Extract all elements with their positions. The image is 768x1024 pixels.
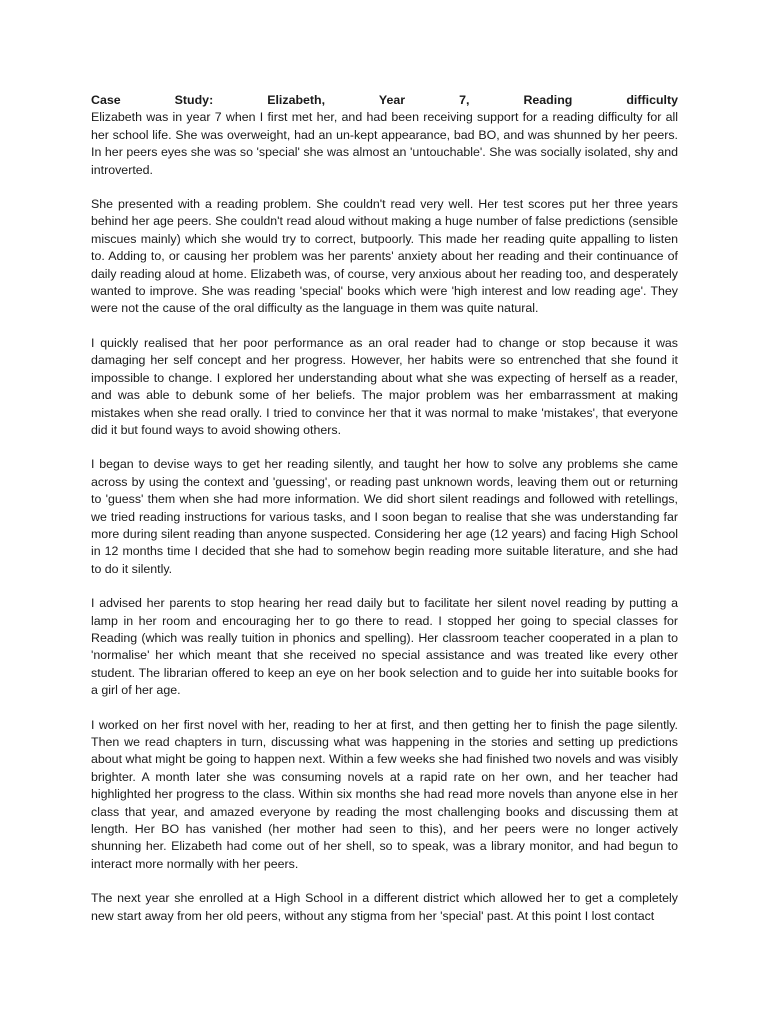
paragraph-5: I advised her parents to stop hearing her read daily but to facilitate her silent novel reading by putting a lamp in her room and encouraging her to go there to read. I stopped her going to special classes for Reading (which was really tuition in phonics and spelling). Her classroom teacher cooperated in a plan to 'normalise' her which meant that she received no special assistance and was treated like every other student. The librarian offered to keep an eye on her book selection and to guide her into suitable books for a girl of her age. [91,596,678,698]
paragraph-7: The next year she enrolled at a High School in a different district which allowed her to get a completely new start away from her old peers, without any stigma from her 'special' past. At this point I lost contact [91,891,678,923]
paragraph-6: I worked on her first novel with her, reading to her at first, and then getting her to finish the page silently. Then we read chapters in turn, discussing what was happening in the stories and setting up predictions about what might be going to happen next. Within a few weeks she had finished two novels and was visibly brighter. A month later she was consuming novels at a rapid rate on her own, and her teacher had highlighted her progress to the class. Within six months she had read more novels than anyone else in her class that year, and amazed everyone by reading the most challenging books and discussing them at length. Her BO has vanished (her mother had seen to this), and her peers were no longer actively shunning her. Elizabeth had come out of her shell, so to speak, was a library monitor, and had begun to interact more normally with her peers. [91,717,678,871]
document-title: Case Study: Elizabeth, Year 7, Reading difficulty [91,93,678,107]
paragraph-3: I quickly realised that her poor performance as an oral reader had to change or stop because it was damaging her self concept and her progress. However, her habits were so entrenched that she found it impossible to change. I explored her understanding about what she was expecting of herself as a reader, and was able to debunk some of her beliefs. The major problem was her embarrassment at making mistakes when she read orally. I tried to convince her that it was normal to make 'mistakes', that everyone did it but found ways to avoid showing others. [91,335,678,437]
paragraph-2: She presented with a reading problem. She couldn't read very well. Her test scores put her three years behind her age peers. She couldn't read aloud without making a huge number of false predictions (sensible miscues mainly) which she would try to correct, butpoorly. This made her reading quite appalling to listen to. Adding to, or causing her problem was her parents' anxiety about her reading and their continuance of daily reading aloud at home. Elizabeth was, of course, very anxious about her reading too, and desperately wanted to improve. She was reading 'special' books which were 'high interest and low reading age'. They were not the cause of the oral difficulty as the language in them was quite natural. [91,197,678,316]
document-page [91,92,678,942]
paragraph-1: Elizabeth was in year 7 when I first met her, and had been receiving support for a reading difficulty for all her school life. She was overweight, had an un-kept appearance, bad BO, and was shunned by her peers. In her peers eyes she was so 'special' she was almost an 'untouchable'. She was socially isolated, shy and introverted. [91,110,678,177]
paragraph-4: I began to devise ways to get her reading silently, and taught her how to solve any problems she came across by using the context and 'guessing', or reading past unknown words, leaving them out or returning to 'guess' them when she had more information. We did short silent readings and followed with retellings, we tried reading instructions for various tasks, and I soon began to realise that she was understanding far more during silent reading than anyone suspected. Considering her age (12 years) and facing High School in 12 months time I decided that she had to somehow begin reading more suitable literature, and she had to do it silently. [91,457,678,576]
